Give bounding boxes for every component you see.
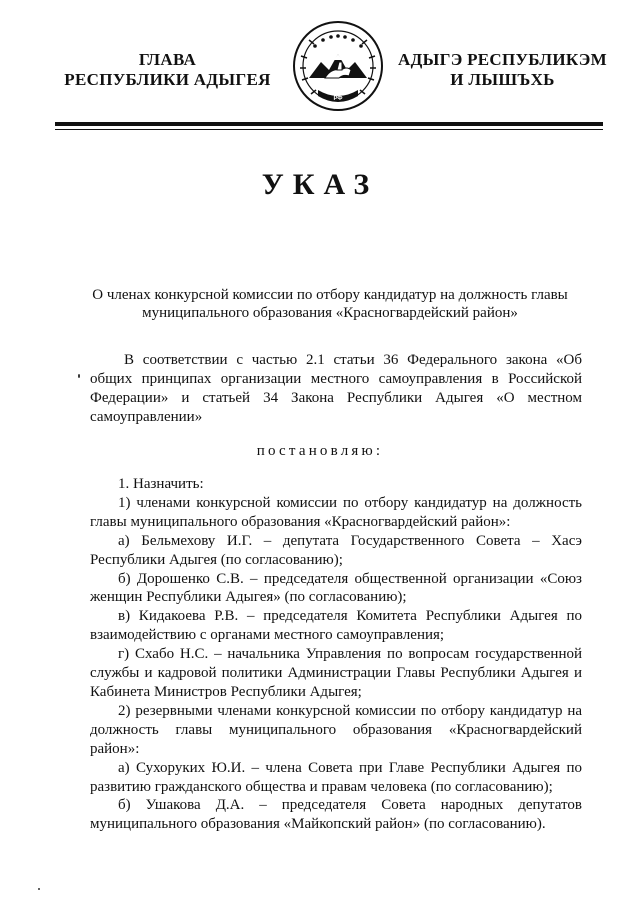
- header-right-line2: И ЛЫШЪХЬ: [450, 70, 555, 89]
- reserve-member-b: б) Ушакова Д.А. – председателя Совета народных депутатов муниципального образования «Майкопский район» (по согласованию).: [90, 797, 582, 833]
- item-1-1: 1) членами конкурсной комиссии по отбору кандидатур на должность главы муниципального образования «Красногвардейский район»:: [90, 494, 582, 530]
- svg-text:РФ: РФ: [333, 96, 343, 102]
- decree-items: [90, 475, 582, 834]
- decree-word: постановляю:: [256, 443, 384, 459]
- preamble: [90, 351, 582, 427]
- preamble-text: В соответствии с частью 2.1 статьи 36 Федерального закона «Об общих принципах организации местного самоуправления в Российской Федерации» и статьей 34 Закона Республики Адыгея «О местном самоуправлении»: [90, 352, 582, 425]
- header-right: [390, 50, 615, 90]
- member-d: г) Схабо Н.С. – начальника Управления по вопросам государственной службы и кадровой политики Администрации Главы Республики Адыгея и Кабинета Министров Республики Адыгея;: [90, 646, 582, 700]
- member-c: в) Кидакоева Р.В. – председателя Комитета Республики Адыгея по взаимодействию с органами местного самоуправления;: [90, 608, 582, 644]
- header-right-line1: АДЫГЭ РЕСПУБЛИКЭМ: [398, 50, 607, 69]
- reserve-member-a: а) Сухоруких Ю.И. – члена Совета при Главе Республики Адыгея по развитию гражданского общества и правам человека (по согласованию);: [90, 759, 582, 795]
- header-left-line1: ГЛАВА: [138, 50, 197, 69]
- document-subject: О членах конкурсной комиссии по отбору кандидатур на должность главы муниципального образования «Красногвардейский район»: [92, 287, 568, 321]
- document-title: УКАЗ: [261, 168, 379, 201]
- header-left-line2: РЕСПУБЛИКИ АДЫГЕЯ: [64, 70, 271, 89]
- item-1-2: 2) резервными членами конкурсной комиссии по отбору кандидатур на должность главы муниципального образования «Красногвардейский район»:: [90, 702, 582, 757]
- header-rule-thin: [55, 129, 603, 130]
- member-a: а) Бельмехову И.Г. – депутата Государственного Совета – Хасэ Республики Адыгея (по согласованию);: [90, 532, 582, 568]
- item-1: 1. Назначить:: [118, 476, 204, 492]
- member-b: б) Дорошенко С.В. – председателя общественной организации «Союз женщин Республики Адыгея» (по согласованию);: [90, 570, 582, 606]
- header-rule-thick: [55, 122, 603, 126]
- scan-speck: [38, 888, 40, 890]
- header-left: [55, 50, 280, 90]
- coat-of-arms-icon: [285, 16, 391, 116]
- scan-speck: [78, 374, 80, 378]
